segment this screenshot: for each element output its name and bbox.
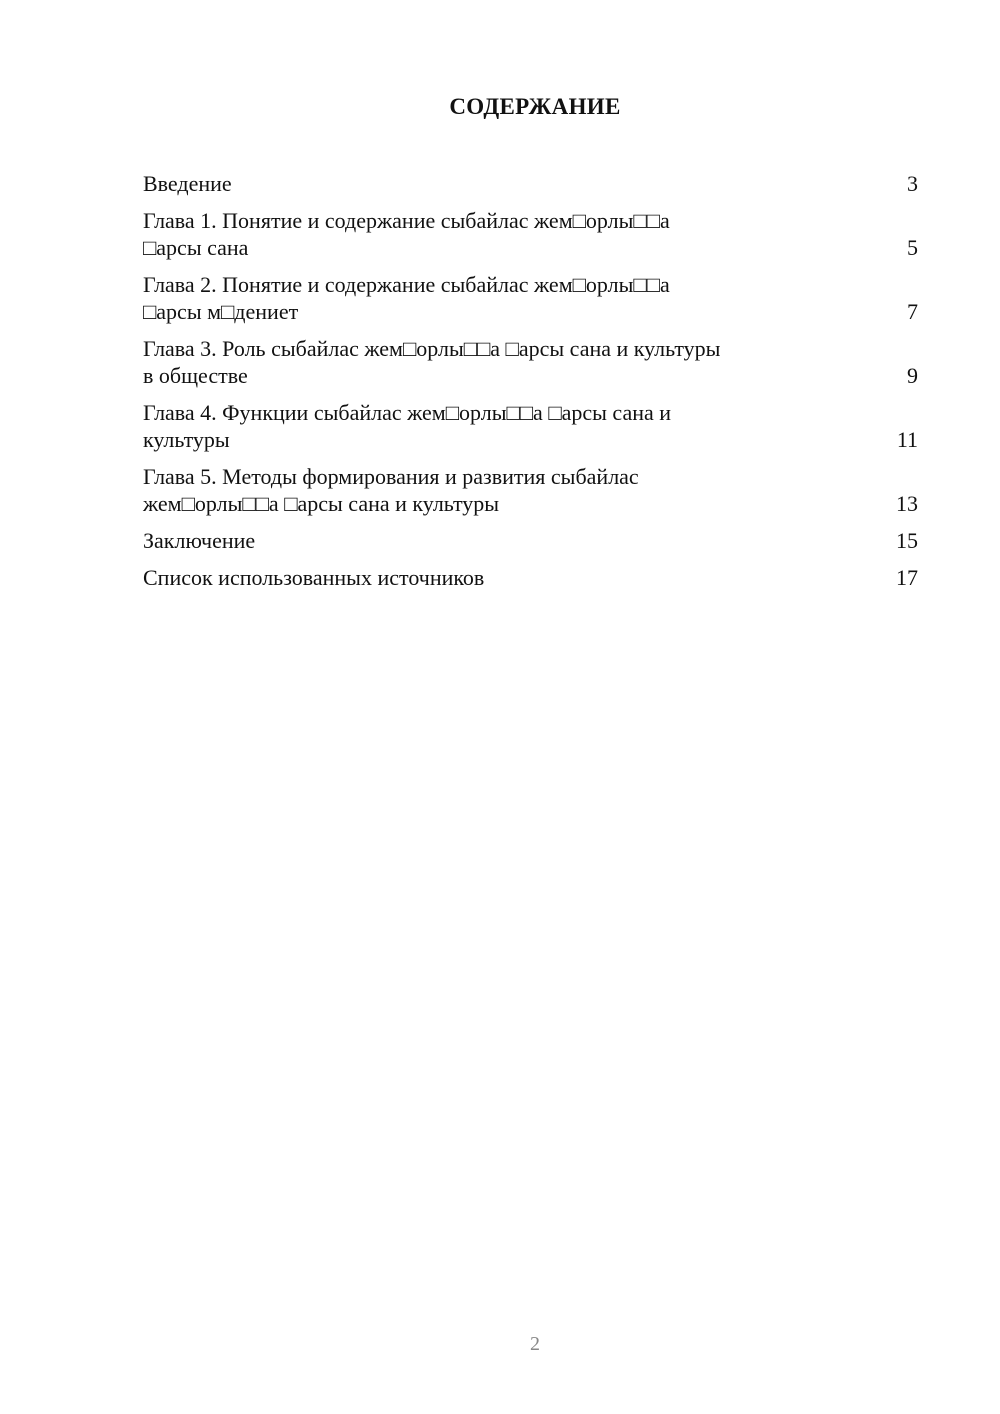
toc-entry-introduction[interactable] [143,170,918,197]
toc-entry-title: Глава 4. Функции сыбайлас жем□орлы□□а □арсы сана и культуры [143,400,672,452]
toc-entry-page: 5 [907,235,918,260]
toc-entry-title: Глава 1. Понятие и содержание сыбайлас жем□орлы□□а □арсы сана [143,208,670,260]
toc-entry-title: Глава 3. Роль сыбайлас жем□орлы□□а □арсы сана и культуры в обществе [143,336,721,388]
toc-entry-chapter-3[interactable] [143,335,918,389]
toc-entry-page: 7 [907,299,918,324]
toc-entry-page: 17 [896,565,918,590]
toc-entry-title: Глава 5. Методы формирования и развития сыбайлас жем□орлы□□а □арсы сана и культуры [143,464,639,516]
toc-entry-title: Введение [143,171,232,196]
toc-entry-chapter-5[interactable] [143,463,918,517]
toc-entry-chapter-1[interactable] [143,207,918,261]
page-title: СОДЕРЖАНИЕ [449,94,621,119]
toc-entry-page: 13 [896,491,918,516]
toc-entry-chapter-4[interactable] [143,399,918,453]
table-of-contents [143,170,918,601]
toc-entry-conclusion[interactable] [143,527,918,554]
toc-entry-chapter-2[interactable] [143,271,918,325]
toc-entry-title: Заключение [143,528,256,553]
toc-entry-page: 15 [896,528,918,553]
toc-entry-title: Глава 2. Понятие и содержание сыбайлас жем□орлы□□а □арсы м□дениет [143,272,670,324]
toc-entry-page: 11 [896,427,918,452]
toc-entry-references[interactable] [143,564,918,591]
toc-entry-page: 3 [907,171,918,196]
toc-entry-title: Список использованных источников [143,565,485,590]
page-number: 2 [530,1333,540,1355]
toc-entry-page: 9 [907,363,918,388]
